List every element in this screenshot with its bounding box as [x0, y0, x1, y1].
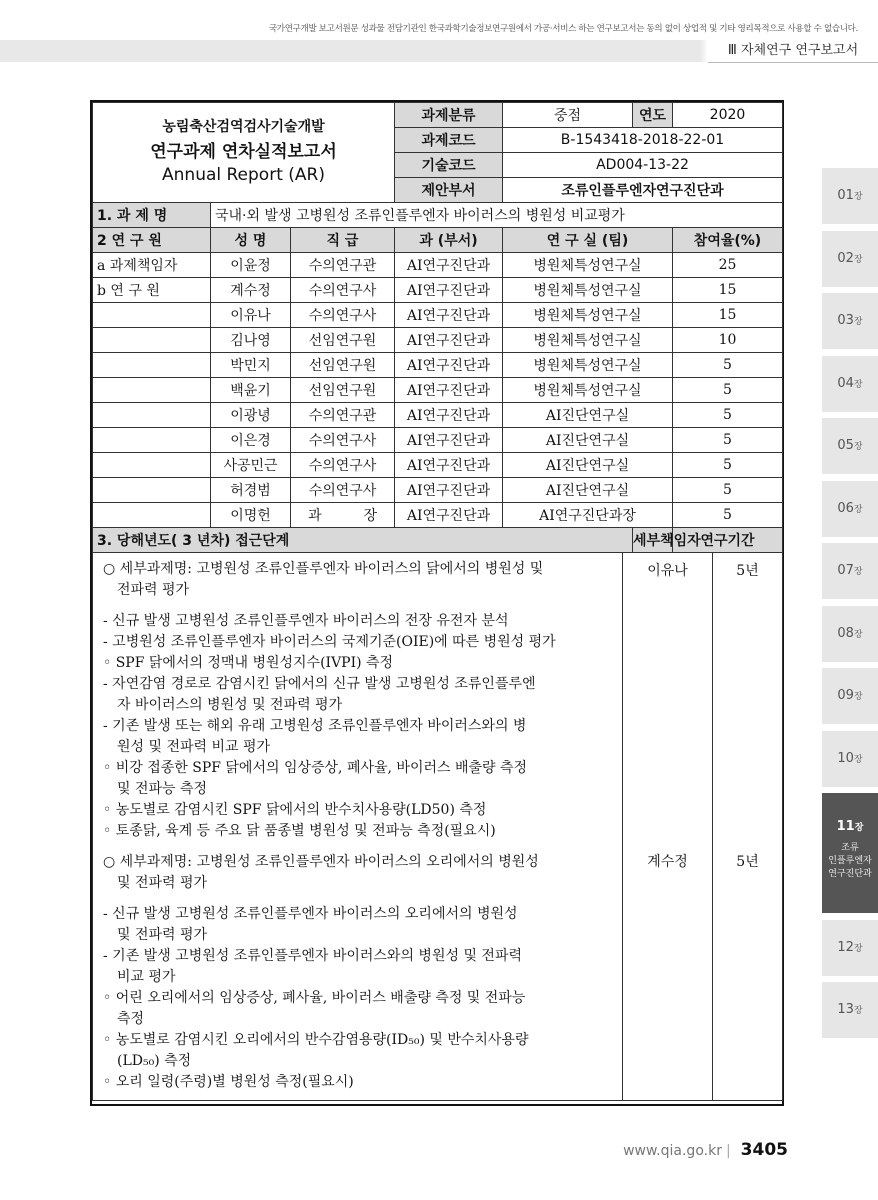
approach-header: 3. 당해년도( 3 년차) 접근단계 [93, 528, 633, 553]
role-cell [93, 478, 211, 503]
header-band [0, 40, 878, 62]
col-rate: 참여율(%) [673, 228, 783, 253]
approach-item: 자 바이러스의 병원성 및 전파력 평가 [117, 697, 343, 713]
category-label: 과제분류 [395, 103, 503, 128]
task-label: 1. 과 제 명 [93, 203, 211, 228]
table-row [93, 428, 783, 453]
period-column [713, 553, 783, 1101]
dept-label: 제안부서 [395, 178, 503, 203]
rank-cell: 수의연구사 [291, 453, 395, 478]
col-rank: 직 급 [291, 228, 395, 253]
lab-cell: 병원체특성연구실 [503, 303, 673, 328]
table-row [93, 353, 783, 378]
approach-item: - 신규 발생 고병원성 조류인플루엔자 바이러스의 전장 유전자 분석 [103, 613, 509, 629]
tab-suffix: 장 [853, 629, 863, 640]
chapter-tab-09[interactable] [822, 668, 878, 724]
dept-cell: AI연구진단과 [395, 353, 503, 378]
rate-cell: 5 [673, 478, 783, 503]
tab-subtitle: 인플루엔자 [828, 856, 872, 866]
approach-item: - 기존 발생 고병원성 조류인플루엔자 바이러스와의 병원성 및 전파력 [103, 948, 523, 964]
tab-number: 02 [837, 250, 854, 266]
chapter-tab-02[interactable] [822, 231, 878, 287]
table-row [93, 403, 783, 428]
dept-cell: AI연구진단과 [395, 428, 503, 453]
tab-number: 08 [837, 625, 854, 641]
name-cell: 이은경 [211, 428, 291, 453]
role-cell [93, 503, 211, 528]
tab-suffix: 장 [853, 317, 863, 327]
chapter-tab-05[interactable] [822, 418, 878, 474]
rank-cell: 수의연구관 [291, 403, 395, 428]
rank-cell: 수의연구사 [291, 303, 395, 328]
subtask-period: 5년 [736, 854, 759, 870]
tab-suffix: 장 [853, 442, 863, 452]
lab-cell: 병원체특성연구실 [503, 378, 673, 403]
subtask-title-cont: 및 전파력 평가 [117, 875, 208, 891]
footer-separator: | [725, 1143, 731, 1159]
rate-cell: 10 [673, 328, 783, 353]
role-cell: b 연 구 원 [93, 278, 211, 303]
chapter-tab-08[interactable] [822, 606, 878, 662]
approach-item: ◦ 어린 오리에서의 임상증상, 폐사율, 바이러스 배출량 측정 및 전파능 [103, 990, 526, 1006]
lab-cell: AI연구진단과장 [503, 503, 673, 528]
chapter-tab-13[interactable] [822, 982, 878, 1038]
rank-cell: 수의연구사 [291, 278, 395, 303]
col-role: 2 연 구 원 [93, 228, 211, 253]
approach-item: - 자연감염 경로로 감염시킨 닭에서의 신규 발생 고병원성 조류인플루엔 [103, 676, 536, 692]
tab-number: 04 [837, 375, 854, 391]
name-cell: 사공민근 [211, 453, 291, 478]
lab-cell: 병원체특성연구실 [503, 278, 673, 303]
rank-cell: 선임연구원 [291, 378, 395, 403]
chapter-tab-03[interactable] [822, 293, 878, 349]
rank-cell: 선임연구원 [291, 328, 395, 353]
page-number: 3405 [740, 1140, 788, 1160]
tab-suffix: 장 [853, 754, 863, 765]
report-title: 연구과제 연차실적보고서 [150, 142, 337, 162]
annual-report-form [90, 100, 784, 1106]
tab-suffix: 장 [853, 504, 863, 515]
approach-item: ◦ 비강 접종한 SPF 닭에서의 임상증상, 폐사율, 바이러스 배출량 측정 [103, 760, 528, 776]
lab-cell: AI진단연구실 [503, 478, 673, 503]
dept-cell: AI연구진단과 [395, 328, 503, 353]
year-value: 2020 [673, 103, 783, 128]
tab-number: 06 [837, 500, 854, 516]
subtask-lead: 이유나 [647, 563, 688, 579]
chapter-tab-12[interactable] [822, 920, 878, 976]
name-cell: 이명헌 [211, 503, 291, 528]
lab-cell: AI진단연구실 [503, 428, 673, 453]
tab-number: 01 [837, 188, 854, 203]
tab-suffix: 장 [853, 192, 863, 202]
rate-cell: 5 [673, 428, 783, 453]
tab-suffix: 장 [854, 823, 864, 833]
chapter-tab-06[interactable] [822, 481, 878, 537]
table-row [93, 278, 783, 303]
chapter-tabs [822, 168, 878, 1045]
name-cell: 계수정 [211, 278, 291, 303]
report-subtitle: Annual Report (AR) [162, 164, 325, 185]
report-table [92, 102, 783, 553]
lead-header [633, 528, 701, 553]
subtask-lead: 계수정 [647, 854, 688, 870]
chapter-tab-01[interactable] [822, 168, 878, 224]
table-row [93, 378, 783, 403]
approach-item: ◦ SPF 닭에서의 정맥내 병원성지수(IVPI) 측정 [103, 655, 394, 671]
approach-item: - 신규 발생 고병원성 조류인플루엔자 바이러스의 오리에서의 병원성 [103, 906, 518, 922]
dept-cell: AI연구진단과 [395, 303, 503, 328]
rate-cell: 5 [673, 403, 783, 428]
tab-suffix: 장 [853, 692, 863, 702]
table-row [93, 503, 783, 528]
tab-number: 05 [837, 438, 854, 453]
role-cell [93, 403, 211, 428]
tab-number: 10 [837, 750, 854, 766]
name-cell: 허경범 [211, 478, 291, 503]
rate-cell: 5 [673, 353, 783, 378]
tab-suffix: 장 [853, 1006, 863, 1016]
approach-item: 비교 평가 [117, 969, 176, 985]
table-row [93, 303, 783, 328]
rank-cell: 수의연구관 [291, 253, 395, 278]
dept-cell: AI연구진단과 [395, 278, 503, 303]
subtask-title: ○ 세부과제명: 고병원성 조류인플루엔자 바이러스의 오리에서의 병원성 [103, 854, 539, 870]
rank-cell: 과 장 [291, 503, 395, 528]
approach-item: - 기존 발생 또는 해외 유래 고병원성 조류인플루엔자 바이러스와의 병 [103, 718, 527, 734]
dept-cell: AI연구진단과 [395, 403, 503, 428]
chapter-tab-07[interactable] [822, 543, 878, 599]
approach-item: ◦ 오리 일령(주령)별 병원성 측정(필요시) [103, 1074, 354, 1090]
chapter-tab-04[interactable] [822, 356, 878, 412]
rate-cell: 5 [673, 503, 783, 528]
task-name: 국내·외 발생 고병원성 조류인플루엔자 바이러스의 병원성 비교평가 [211, 203, 783, 228]
tab-suffix: 장 [853, 567, 863, 577]
tab-suffix: 장 [853, 379, 863, 390]
role-cell [93, 453, 211, 478]
tab-subtitle: 연구진단과 [828, 869, 872, 879]
code-label: 과제코드 [395, 128, 503, 153]
col-dept: 과 (부서) [395, 228, 503, 253]
lab-cell: 병원체특성연구실 [503, 253, 673, 278]
rate-cell: 5 [673, 453, 783, 478]
dept-cell: AI연구진단과 [395, 478, 503, 503]
rank-cell: 수의연구사 [291, 478, 395, 503]
lead-column [623, 553, 713, 1101]
approach-item: (LD₅₀) 측정 [117, 1053, 192, 1069]
subtask-period: 5년 [736, 563, 759, 579]
period-header: 연구기간 [673, 528, 783, 553]
name-cell: 김나영 [211, 328, 291, 353]
dept-cell: AI연구진단과 [395, 453, 503, 478]
name-cell: 백윤기 [211, 378, 291, 403]
approach-content [93, 553, 623, 1101]
copyright-notice: 국가연구개발 보고서원문 성과물 전담기관인 한국과학기술정보연구원에서 가공·서비스 하는 연구보고서는 동의 없이 상업적 및 기타 영리목적으로 사용할 수 없습니다. [268, 24, 858, 34]
subtask-title: ○ 세부과제명: 고병원성 조류인플루엔자 바이러스의 닭에서의 병원성 및 [103, 561, 544, 577]
tech-value: AD004-13-22 [503, 153, 783, 178]
dept-cell: AI연구진단과 [395, 503, 503, 528]
approach-item: 및 전파력 평가 [117, 927, 208, 943]
col-lab: 연 구 실 (팀) [503, 228, 673, 253]
tab-subtitle: 조류 [841, 843, 859, 853]
role-cell [93, 303, 211, 328]
approach-body [92, 553, 783, 1101]
approach-item: ◦ 토종닭, 육계 등 주요 닭 품종별 병원성 및 전파능 측정(필요시) [103, 823, 496, 839]
table-row [93, 328, 783, 353]
report-title-block [93, 103, 395, 203]
approach-item: - 고병원성 조류인플루엔자 바이러스의 국제기준(OIE)에 따른 병원성 평가 [103, 634, 556, 650]
dept-value: 조류인플루엔자연구진단과 [503, 178, 783, 203]
chapter-tab-11-active[interactable] [822, 793, 878, 913]
col-name: 성 명 [211, 228, 291, 253]
tab-number: 07 [837, 563, 854, 578]
tab-number: 09 [837, 688, 854, 703]
lab-cell: 병원체특성연구실 [503, 328, 673, 353]
approach-item: ◦ 농도별로 감염시킨 오리에서의 반수감염용량(ID₅₀) 및 반수치사용량 [103, 1032, 529, 1048]
tech-label: 기술코드 [395, 153, 503, 178]
tab-suffix: 장 [853, 943, 863, 954]
role-cell [93, 378, 211, 403]
subtask-title-cont: 전파력 평가 [117, 582, 190, 598]
tab-suffix: 장 [853, 254, 863, 265]
rank-cell: 수의연구사 [291, 428, 395, 453]
table-row [93, 253, 783, 278]
role-cell [93, 328, 211, 353]
year-label: 연도 [633, 103, 673, 128]
rate-cell: 5 [673, 378, 783, 403]
rate-cell: 15 [673, 303, 783, 328]
dept-cell: AI연구진단과 [395, 253, 503, 278]
site-url[interactable]: www.qia.go.kr [623, 1143, 722, 1159]
tab-number: 03 [837, 313, 854, 328]
lead-header-label: 세부책임자 [633, 533, 701, 549]
role-cell: a 과제책임자 [93, 253, 211, 278]
name-cell: 이광녕 [211, 403, 291, 428]
chapter-tab-10[interactable] [822, 731, 878, 787]
role-cell [93, 428, 211, 453]
category-value: 중점 [503, 103, 633, 128]
code-value: B-1543418-2018-22-01 [503, 128, 783, 153]
lab-cell: AI진단연구실 [503, 403, 673, 428]
rate-cell: 25 [673, 253, 783, 278]
approach-item: 및 전파능 측정 [117, 781, 208, 797]
report-org: 농림축산검역검사기술개발 [162, 119, 325, 136]
tab-number: 11 [836, 819, 855, 834]
lab-cell: AI진단연구실 [503, 453, 673, 478]
approach-item: 원성 및 전파력 비교 평가 [117, 739, 271, 755]
dept-cell: AI연구진단과 [395, 378, 503, 403]
approach-item: 측정 [117, 1011, 145, 1027]
role-cell [93, 353, 211, 378]
name-cell: 박민지 [211, 353, 291, 378]
rank-cell: 선임연구원 [291, 353, 395, 378]
name-cell: 이유나 [211, 303, 291, 328]
approach-item: ◦ 농도별로 감염시킨 SPF 닭에서의 반수치사용량(LD50) 측정 [103, 802, 487, 818]
section-title: Ⅲ 자체연구 연구보고서 [708, 40, 878, 63]
name-cell: 이윤정 [211, 253, 291, 278]
tab-number: 12 [837, 939, 854, 955]
rate-cell: 15 [673, 278, 783, 303]
lab-cell: 병원체특성연구실 [503, 353, 673, 378]
table-row [93, 453, 783, 478]
table-row [93, 478, 783, 503]
tab-number: 13 [837, 1002, 854, 1017]
page-footer [623, 1140, 788, 1160]
